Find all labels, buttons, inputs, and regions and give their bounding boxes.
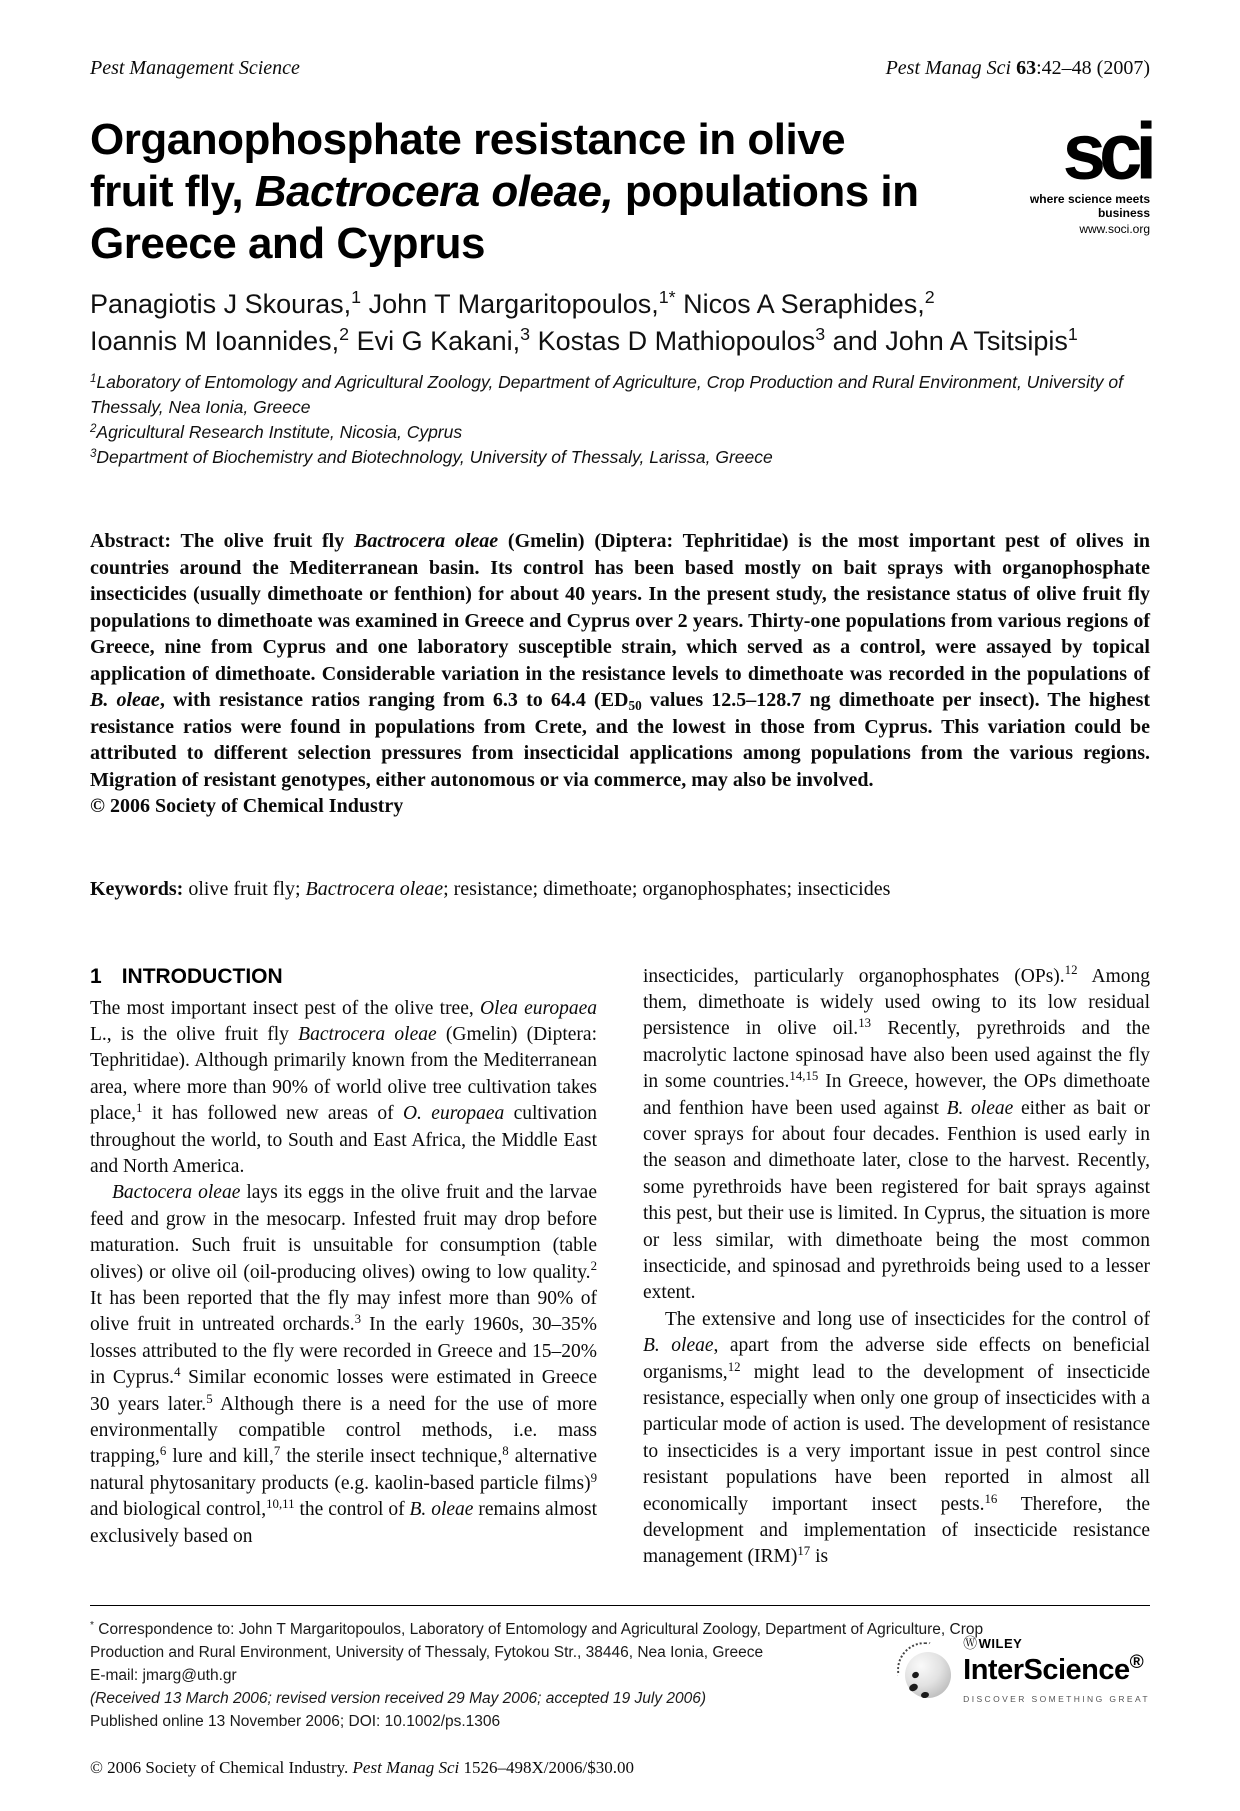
wiley-w-icon: Ⓦ: [963, 1634, 978, 1651]
body-paragraph: Bactocera oleae lays its eggs in the olive fruit and the larvae feed and grow in the mesocarp. Infested fruit may drop before maturation. Such fruit is unsuitable for consumption (table olives) or olive oil (oil-producing olives) owing to low quality.$^2$ It has been reported that the fly may infest more than 90% of olive fruit in untreated orchards.$^3$ In the early 1960s, 30–35% losses attributed to the fly were recorded in Greece and 15–20% in Cyprus.$^4$ Similar economic losses were estimated in Greece 30 years later.$^5$ Although there is a need for the use of more environmentally compatible control methods, i.e. mass trapping,$^6$ lure and kill,$^7$ the sterile insect technique,$^8$ alternative natural phytosanitary products (e.g. kaolin-based particle films)$^9$ and biological control,$^{10,11}$ the control of B. oleae remains almost exclusively based on: [90, 1182, 598, 1547]
correspondence-note: * Correspondence to: John T Margaritopoulos, Laboratory of Entomology and Agricultural Zoology, Department of Agriculture, Crop Production and Rural Environment, University of Thessaly, Fytokou Str., 38446, Nea Ionia, Greece: [90, 1620, 984, 1661]
sci-logo: [975, 106, 1150, 270]
wiley-name: WILEY: [978, 1635, 1023, 1651]
journal-article-page: [0, 56, 1240, 1811]
authors-line-1: Panagiotis J Skouras,$^1$ John T Margaritopoulos,$^{1*}$ Nicos A Seraphides,$^2$: [90, 287, 935, 319]
bottom-copyright: © 2006 Society of Chemical Industry. Pest Manag Sci 1526–498X/2006/$30.00: [90, 1757, 634, 1777]
email-link[interactable]: jmarg@uth.gr: [142, 1666, 237, 1684]
affiliation-2: $^2$Agricultural Research Institute, Nicosia, Cyprus: [90, 422, 463, 442]
article-body: [90, 964, 1150, 1571]
received-note: (Received 13 March 2006; revised version received 29 May 2006; accepted 19 July 2006): [90, 1689, 707, 1707]
section-number: 1: [90, 964, 102, 988]
body-paragraph: insecticides, particularly organophosphates (OPs).$^{12}$ Among them, dimethoate is widely used owing to its low residual persistence in olive oil.$^{13}$ Recently, pyrethroids and the macrolytic lactone spinosad have also been used against the fly in some countries.$^{14,15}$ In Greece, however, the OPs dimethoate and fenthion have been used against B. oleae either as bait or cover sprays for about four decades. Fenthion is used early in the season and dimethoate later, close to the harvest. Recently, some pyrethroids have been registered for bait sprays against this pest, but their use is limited. In Cyprus, the situation is more or less similar, with dimethoate being the most common insecticide, and spinosad and pyrethroids being used to a lesser extent.: [643, 963, 1150, 1304]
published-note: Published online 13 November 2006; DOI: 10.1002/ps.1306: [90, 1712, 501, 1730]
interscience-brand: InterScience®: [963, 1652, 1144, 1686]
sci-tagline: where science meets business: [1029, 192, 1150, 220]
citation: Pest Manag Sci 63:42–48 (2007): [885, 57, 1150, 79]
wiley-sphere-icon: [899, 1644, 953, 1698]
page-title: Organophosphate resistance in olive fruit fly, Bactrocera oleae, populations in Greece and Cyprus: [90, 115, 919, 268]
section-label: INTRODUCTION: [121, 964, 283, 988]
left-column: [90, 964, 597, 1571]
running-head: [90, 56, 1150, 80]
keywords-line: Keywords: olive fruit fly; Bactrocera oleae; resistance; dimethoate; organophosphates; insecticides: [90, 877, 891, 900]
author-list: [90, 286, 1150, 360]
journal-name: Pest Management Science: [90, 57, 300, 79]
intro-section-heading: [90, 964, 597, 990]
email-label: E-mail:: [90, 1666, 143, 1684]
wiley-interscience-logo: [899, 1632, 1150, 1711]
affiliation-3: $^3$Department of Biochemistry and Biotechnology, University of Thessaly, Larissa, Greece: [90, 447, 773, 467]
affiliation-1: $^1$Laboratory of Entomology and Agricultural Zoology, Department of Agriculture, Crop Production and Rural Environment, University of Thessaly, Nea Ionia, Greece: [90, 372, 1123, 417]
body-paragraph: The extensive and long use of insecticides for the control of B. oleae, apart from the adverse side effects on beneficial organisms,$^{12}$ might lead to the development of insecticide resistance, especially when only one group of insecticides with a particular mode of action is used. The development of resistance to insecticides is a very important issue in pest control since resistant populations have been reported in almost all economically important insect pests.$^{16}$ Therefore, the development and implementation of insecticide resistance management (IRM)$^{17}$ is: [643, 1308, 1150, 1568]
right-column: [643, 964, 1150, 1571]
email-line: [90, 1664, 1020, 1687]
affiliations: [90, 370, 1150, 470]
authors-line-2: Ioannis M Ioannides,$^2$ Evi G Kakani,$^3$ Kostas D Mathiopoulos$^3$ and John A Tsitsipis$^1$: [90, 324, 1078, 356]
sci-wordmark-icon: sci: [1062, 106, 1150, 196]
body-paragraph: The most important insect pest of the olive tree, Olea europaea L., is the olive fruit fly Bactrocera oleae (Gmelin) (Diptera: Tephritidae). Although primarily known from the Mediterranean area, where more than 90% of world olive tree cultivation takes place,$^1$ it has followed new areas of O. europaea cultivation throughout the world, to South and East Africa, the Middle East and North America.: [90, 997, 598, 1177]
abstract-copyright: © 2006 Society of Chemical Industry: [90, 795, 404, 817]
sci-url-link[interactable]: www.soci.org: [1079, 222, 1150, 236]
abstract-text: Abstract: The olive fruit fly Bactrocera oleae (Gmelin) (Diptera: Tephritidae) is the most important pest of olives in countries around the Mediterranean basin. Its control has been based mostly on bait sprays with organophosphate insecticides (usually dimethoate or fenthion) for about 40 years. In the present study, the resistance status of olive fruit fly populations to dimethoate was examined in Greece and Cyprus over 2 years. Thirty-one populations from various regions of Greece, nine from Cyprus and one laboratory susceptible strain, which served as a control, were assayed by topical application of dimethoate. Considerable variation in the resistance levels to dimethoate was recorded in the populations of B. oleae, with resistance ratios ranging from 6.3 to 64.4 (ED50 values 12.5–128.7 ng dimethoate per insect). The highest resistance ratios were found in populations from Crete, and the lowest in those from Cyprus. This variation could be attributed to different selection pressures from insecticidal applications among populations from the various regions. Migration of resistant genotypes, either autonomous or via commerce, may also be involved.: [90, 530, 1151, 791]
wiley-tagline: DISCOVER SOMETHING GREAT: [963, 1693, 1150, 1704]
footnote-section: [90, 1605, 1150, 1733]
